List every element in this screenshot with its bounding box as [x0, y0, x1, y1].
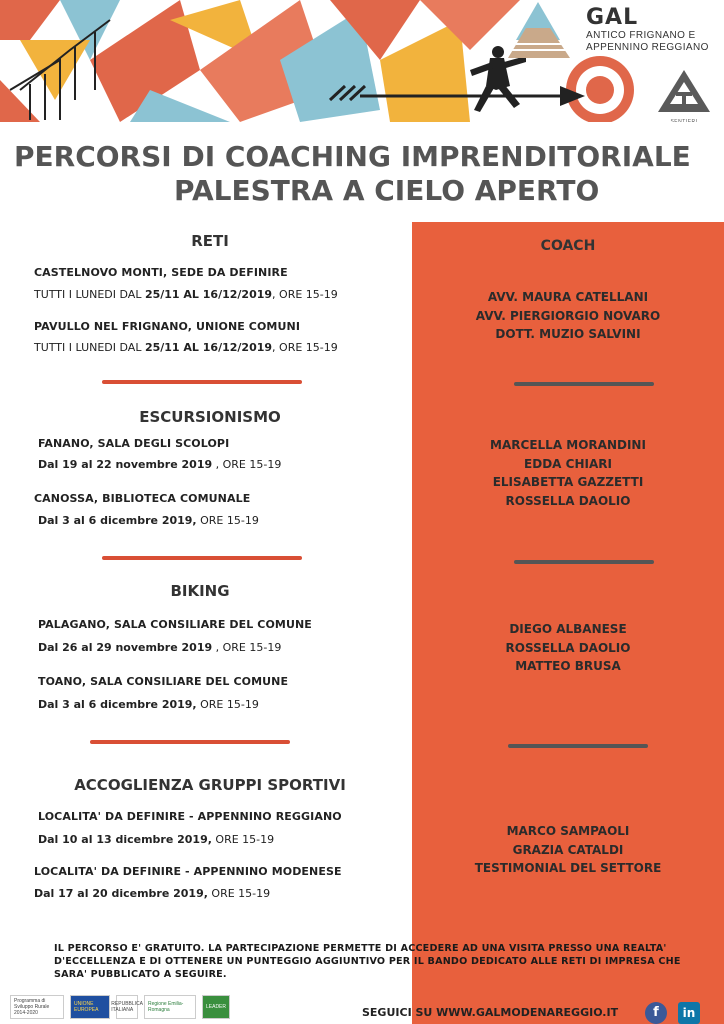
section-divider [102, 556, 302, 560]
facebook-icon[interactable]: f [645, 1002, 667, 1024]
section-heading-accoglienza: ACCOGLIENZA GRUPPI SPORTIVI [74, 776, 346, 794]
event-place: CANOSSA, BIBLIOTECA COMUNALE [34, 492, 251, 505]
gal-logo-title: GAL [586, 5, 639, 30]
coach-name: EDDA CHIARI [524, 456, 612, 471]
coach-name: AVV. MAURA CATELLANI [487, 290, 649, 304]
coach-name: ROSSELLA DAOLIO [505, 640, 631, 655]
event-date: Dal 26 al 29 novembre 2019 , ORE 15-19 [38, 641, 282, 654]
eu-logo: UNIONE EUROPEA [70, 995, 110, 1019]
event-date: Dal 3 al 6 dicembre 2019, ORE 15-19 [38, 514, 259, 527]
event-place: TOANO, SALA CONSILIARE DEL COMUNE [38, 675, 289, 688]
funding-logos [10, 994, 230, 1020]
gal-logo-subtitle-2: APPENNINO REGGIANO [586, 42, 709, 53]
coach-name: MARCO SAMPAOLI [506, 824, 630, 838]
coach-name: DOTT. MUZIO SALVINI [495, 327, 641, 341]
page-title-line-2: PALESTRA A CIELO APERTO [174, 174, 600, 207]
region-logo: Regione Emilia-Romagna [144, 995, 196, 1019]
event-place: LOCALITA' DA DEFINIRE - APPENNINO MODENESE [34, 865, 342, 878]
event-date: TUTTI I LUNEDI DAL 25/11 AL 16/12/2019, ORE 15-19 [34, 288, 338, 301]
coach-divider [514, 560, 654, 564]
coach-heading: COACH [540, 238, 596, 254]
leader-logo: LEADER [202, 995, 230, 1019]
event-place: FANANO, SALA DEGLI SCOLOPI [38, 437, 230, 450]
event-date: Dal 3 al 6 dicembre 2019, ORE 15-19 [38, 698, 259, 711]
coach-name: TESTIMONIAL DEL SETTORE [474, 861, 662, 875]
event-place: PALAGANO, SALA CONSILIARE DEL COMUNE [38, 618, 312, 631]
footer-note: IL PERCORSO E' GRATUITO. LA PARTECIPAZIONE PERMETTE DI ACCEDERE AD UNA VISITA PRESSO UNA REALTA' D'ECCELLENZA E DI OTTENERE UN PUNTEGGIO AGGIUNTIVO PER IL BANDO DEDICATO ALLE RETI DI IMPRESA CHE SARA' PUBBLICATO A SEGUIRE. [54, 943, 681, 980]
event-date: Dal 17 al 20 dicembre 2019, ORE 15-19 [34, 887, 271, 900]
page-title-line-1: PERCORSI DI COACHING IMPRENDITORIALE [14, 140, 691, 173]
event-date: TUTTI I LUNEDI DAL 25/11 AL 16/12/2019, ORE 15-19 [34, 341, 338, 354]
coach-list-escursionismo [412, 436, 724, 510]
italy-logo: REPUBBLICA ITALIANA [116, 995, 138, 1019]
coach-name: GRAZIA CATALDI [512, 842, 624, 857]
coach-name: DIEGO ALBANESE [509, 622, 627, 636]
coach-name: MARCELLA MORANDINI [490, 438, 646, 452]
sentieri-label: SENTIERI [670, 119, 698, 122]
section-divider [102, 380, 302, 384]
event-place: PAVULLO NEL FRIGNANO, UNIONE COMUNI [34, 320, 301, 333]
coach-divider [514, 382, 654, 386]
sentieri-mountain-icon [656, 68, 712, 114]
section-heading-reti: RETI [191, 232, 229, 250]
sentieri-logo [654, 68, 714, 122]
section-heading-escursionismo: ESCURSIONISMO [139, 408, 281, 426]
coach-list-biking [412, 620, 724, 676]
gal-logo-subtitle-1: ANTICO FRIGNANO E [586, 30, 696, 41]
website-link[interactable]: WWW.GALMODENAREGGIO.IT [436, 1006, 619, 1019]
coach-list-accoglienza [412, 822, 724, 878]
psr-logo: Programma di Sviluppo Rurale 2014-2020 [10, 995, 64, 1019]
coach-list-reti [412, 288, 724, 344]
gal-logo [586, 6, 722, 54]
follow-us-text: SEGUICI SU WWW.GALMODENAREGGIO.IT [362, 1006, 619, 1019]
header-banner [0, 0, 724, 122]
coach-name: MATTEO BRUSA [515, 659, 621, 673]
coach-name: ROSSELLA DAOLIO [505, 493, 631, 508]
section-heading-biking: BIKING [170, 582, 230, 600]
linkedin-icon[interactable]: in [678, 1002, 700, 1024]
event-place: CASTELNOVO MONTI, SEDE DA DEFINIRE [34, 266, 288, 279]
event-date: Dal 10 al 13 dicembre 2019, ORE 15-19 [38, 833, 275, 846]
coach-name: AVV. PIERGIORGIO NOVARO [475, 308, 661, 323]
page-title [14, 140, 714, 208]
event-date: Dal 19 al 22 novembre 2019 , ORE 15-19 [38, 458, 282, 471]
section-divider [90, 740, 290, 744]
coach-name: ELISABETTA GAZZETTI [492, 475, 644, 489]
coach-divider [508, 744, 648, 748]
event-place: LOCALITA' DA DEFINIRE - APPENNINO REGGIANO [38, 810, 342, 823]
